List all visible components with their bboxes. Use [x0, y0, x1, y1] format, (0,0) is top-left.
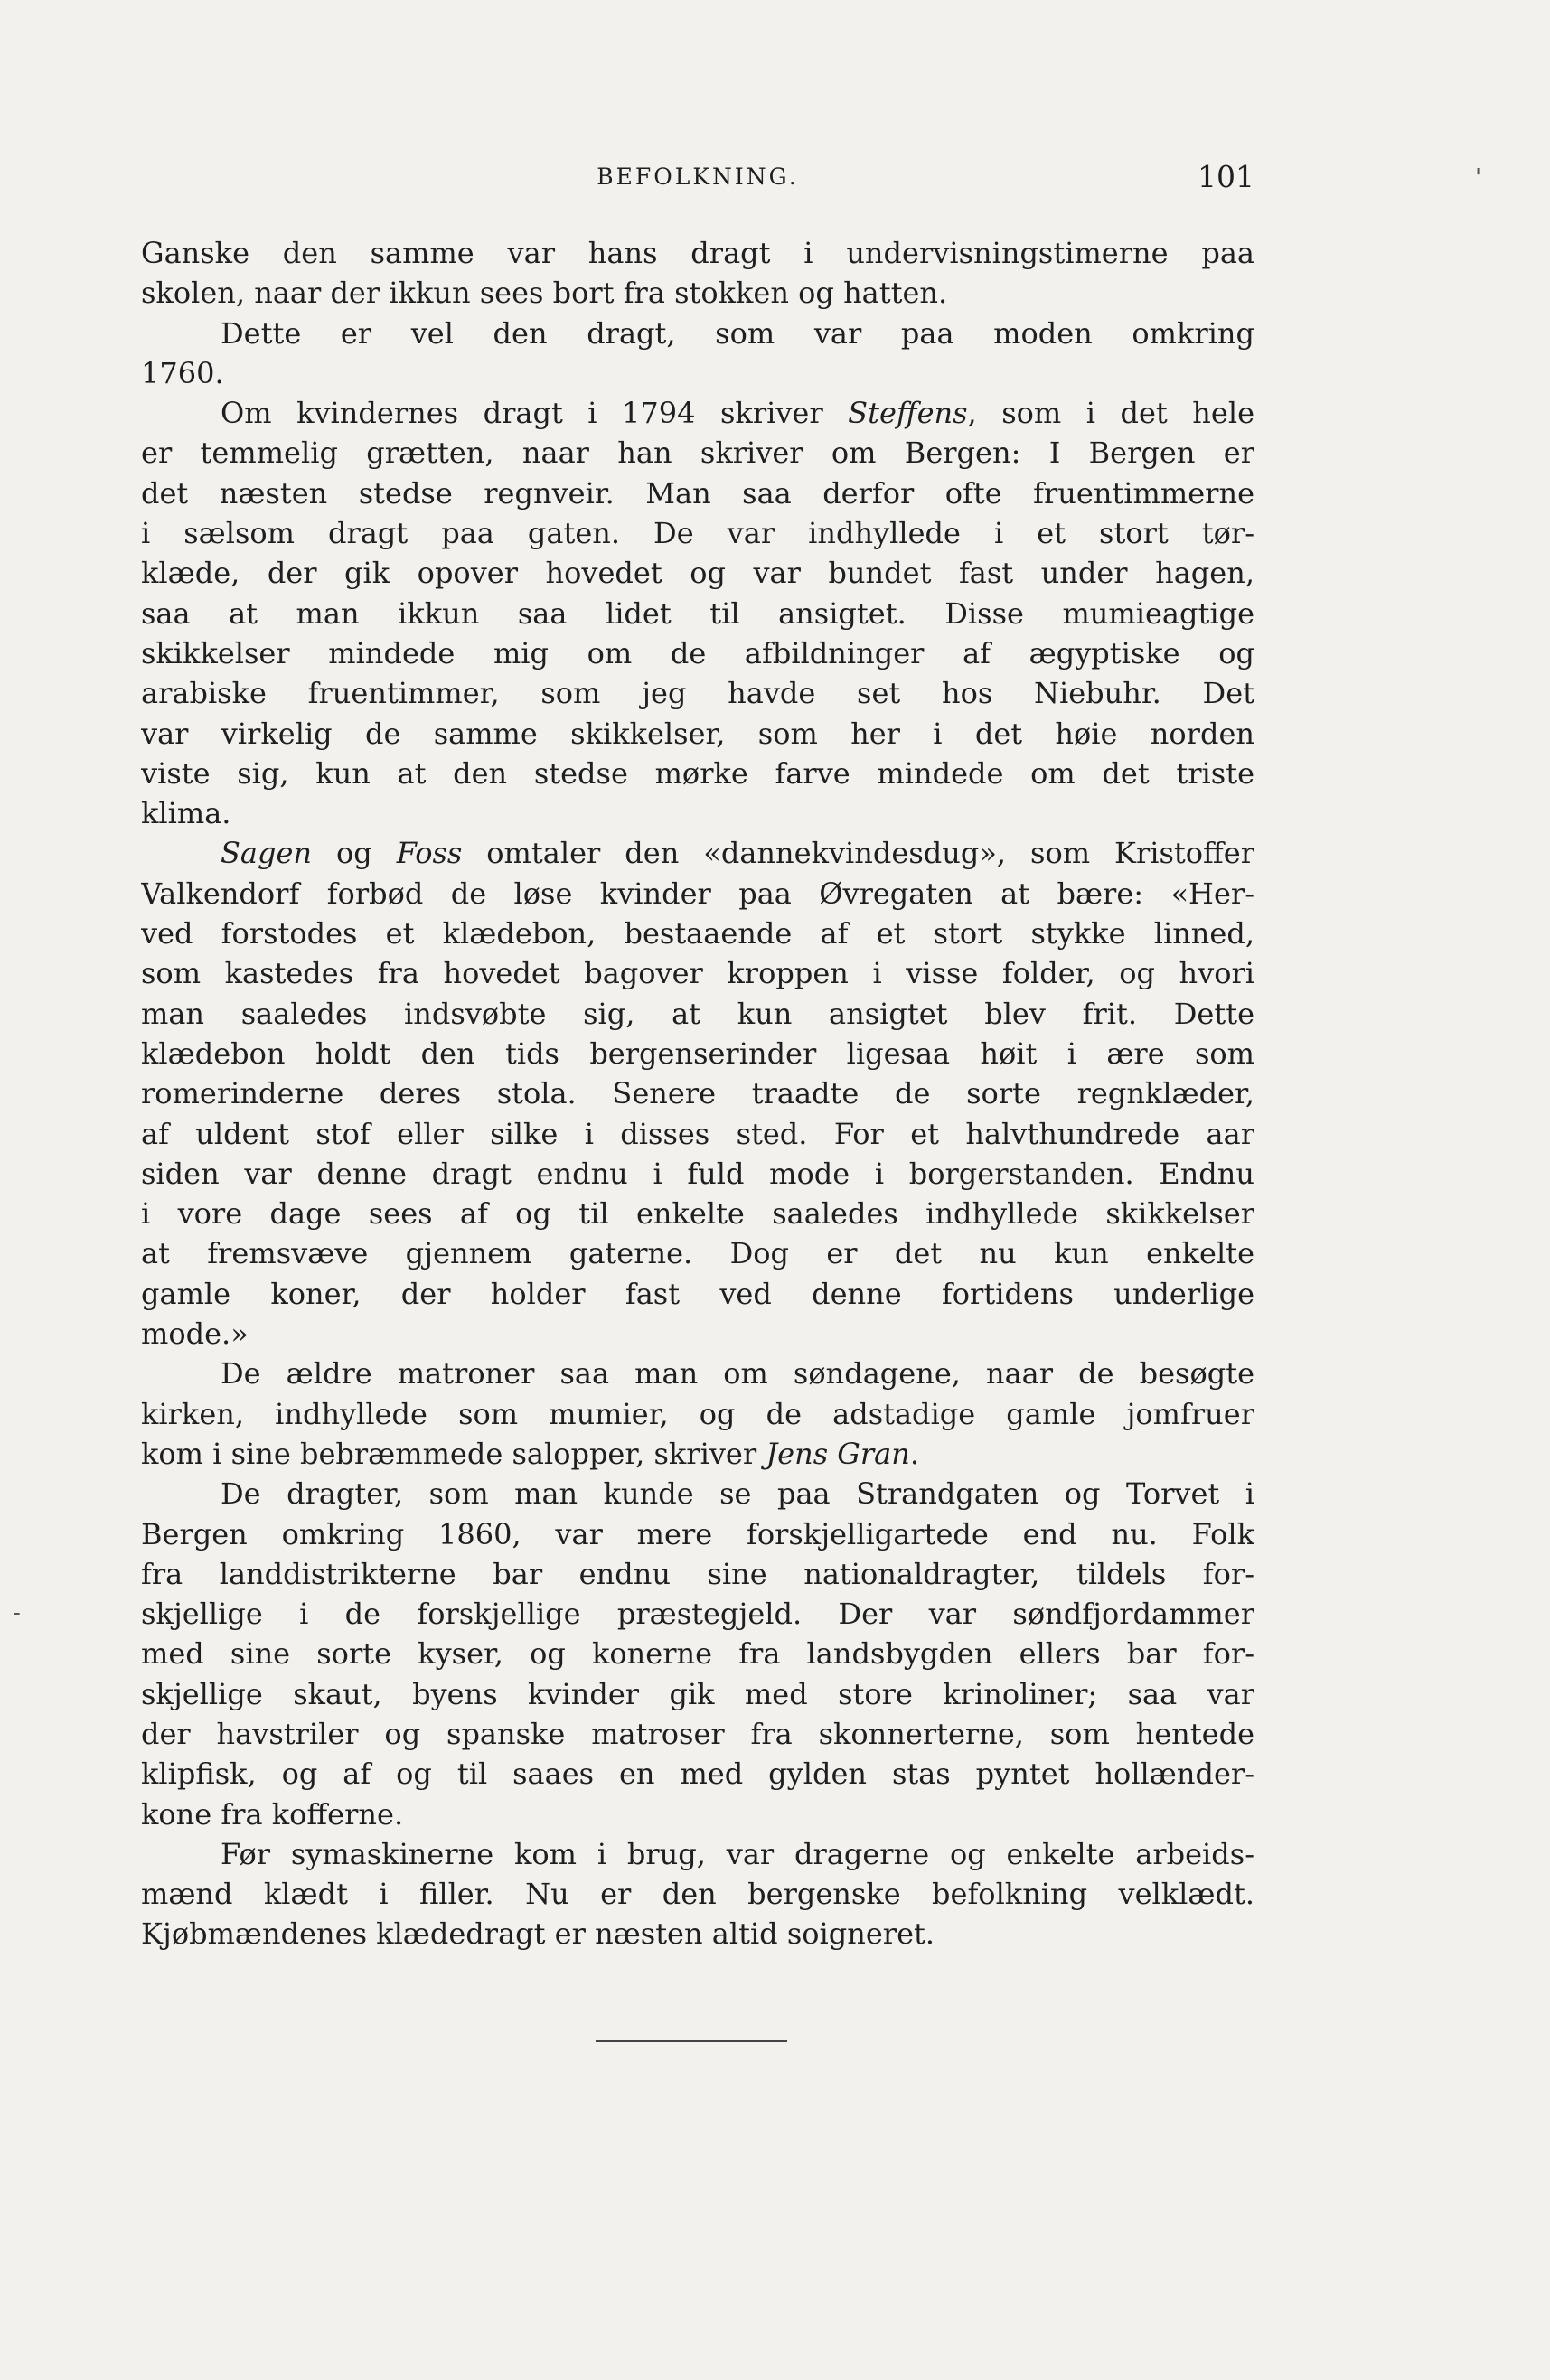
text-line: romerinderne deres stola. Senere traadte de sorte regnklæder, — [141, 1076, 1254, 1111]
text-line: Dette er vel den dragt, som var paa moden omkring — [221, 315, 1254, 351]
text-line: med sine sorte kyser, og konerne fra landsbygden ellers bar for- — [141, 1636, 1254, 1672]
text-line: var virkelig de samme skikkelser, som her i det høie norden — [141, 716, 1254, 751]
text-line: mode.» — [141, 1316, 249, 1352]
text-line: af uldent stof eller silke i disses sted. For et halvthundrede aar — [141, 1116, 1254, 1151]
text-line: De dragter, som man kunde se paa Strandgaten og Torvet i — [221, 1476, 1254, 1512]
margin-mark-top: ' — [1475, 164, 1482, 192]
text-line: ved forstodes et klædebon, bestaaende af et stort stykke linned, — [141, 916, 1254, 951]
text-line: som kastedes fra hovedet bagover kroppen i visse folder, og hvori — [141, 956, 1254, 991]
text-line: mænd klædt i filler. Nu er den bergenske befolkning velklædt. — [141, 1877, 1254, 1912]
author-name: Jens Gran — [766, 1436, 910, 1471]
text-line: siden var denne dragt endnu i fuld mode i borgerstanden. Endnu — [141, 1156, 1254, 1191]
text-line: Kjøbmændenes klædedragt er næsten altid soigneret. — [141, 1916, 935, 1952]
text-line: man saaledes indsvøbte sig, at kun ansigtet blev frit. Dette — [141, 996, 1254, 1031]
text-line: skjellige skaut, byens kvinder gik med store krinoliner; saa var — [141, 1676, 1254, 1711]
text-line: fra landdistrikterne bar endnu sine nationaldragter, tildels for- — [141, 1556, 1254, 1591]
text-line: Bergen omkring 1860, var mere forskjelligartede end nu. Folk — [141, 1516, 1254, 1551]
text-line: kirken, indhyllede som mumier, og de adstadige gamle jomfruer — [141, 1396, 1254, 1431]
text-line — [141, 1434, 1254, 1474]
text-line: Før symaskinerne kom i brug, var dragerne og enkelte arbeids- — [221, 1836, 1254, 1871]
text-line: i sælsom dragt paa gaten. De var indhyllede i et stort tør- — [141, 516, 1254, 551]
text-line: der havstriler og spanske matroser fra skonnerterne, som hentede — [141, 1716, 1254, 1751]
text-line: saa at man ikkun saa lidet til ansigtet. Disse mumieagtige — [141, 595, 1254, 631]
text-line: i vore dage sees af og til enkelte saaledes indhyllede skikkelser — [141, 1196, 1254, 1232]
text-line: klipfisk, og af og til saaes en med gylden stas pyntet hollænder- — [141, 1757, 1254, 1792]
end-rule — [596, 2040, 787, 2042]
text-line: Ganske den samme var hans dragt i undervisningstimerne paa — [141, 236, 1254, 270]
text-line: at fremsvæve gjennem gaterne. Dog er det nu kun enkelte — [141, 1236, 1254, 1271]
text-run: kom i sine bebræmmede salopper, skriver — [141, 1436, 766, 1471]
text-line: 1760. — [141, 355, 224, 390]
running-head — [141, 159, 1254, 195]
author-name: Sagen — [221, 836, 313, 871]
text-run: . — [909, 1436, 919, 1471]
text-run: Om kvindernes dragt i 1794 skriver — [221, 396, 849, 431]
author-name: Foss — [396, 836, 463, 871]
text-line: gamle koner, der holder fast ved denne fortidens underlige — [141, 1276, 1254, 1311]
text-line: kone fra kofferne. — [141, 1796, 404, 1832]
text-run: , som i det hele — [967, 396, 1254, 431]
body-text — [141, 233, 1254, 1954]
text-line: er temmelig grætten, naar han skriver om Bergen: I Bergen er — [141, 436, 1254, 471]
text-line: klæde, der gik opover hovedet og var bundet fast under hagen, — [141, 556, 1254, 591]
margin-mark-left: - — [13, 1599, 21, 1626]
text-line: klima. — [141, 796, 231, 831]
text-line: De ældre matroner saa man om søndagene, naar de besøgte — [221, 1356, 1254, 1391]
text-line: arabiske fruentimmer, som jeg havde set hos Niebuhr. Det — [141, 676, 1254, 711]
page-number: 101 — [1198, 159, 1254, 194]
text-line — [141, 393, 1254, 433]
text-line: klædebon holdt den tids bergenserinder ligesaa høit i ære som — [141, 1035, 1254, 1071]
text-line: skikkelser mindede mig om de afbildninger af ægyptiske og — [141, 635, 1254, 670]
text-line — [141, 833, 1254, 873]
text-run: og — [312, 836, 397, 871]
text-run: omtaler den «dannekvindesdug», som Kristoffer — [462, 836, 1254, 871]
text-line: Valkendorf forbød de løse kvinder paa Øvregaten at bære: «Her- — [141, 876, 1254, 911]
text-line: skolen, naar der ikkun sees bort fra stokken og hatten. — [141, 276, 948, 311]
author-name: Steffens — [848, 396, 968, 431]
running-title: BEFOLKNING. — [597, 164, 799, 190]
text-line: det næsten stedse regnveir. Man saa derfor ofte fruentimmerne — [141, 475, 1254, 511]
text-line: skjellige i de forskjellige præstegjeld. Der var søndfjordammer — [141, 1597, 1254, 1632]
text-line: viste sig, kun at den stedse mørke farve mindede om det triste — [141, 755, 1254, 791]
